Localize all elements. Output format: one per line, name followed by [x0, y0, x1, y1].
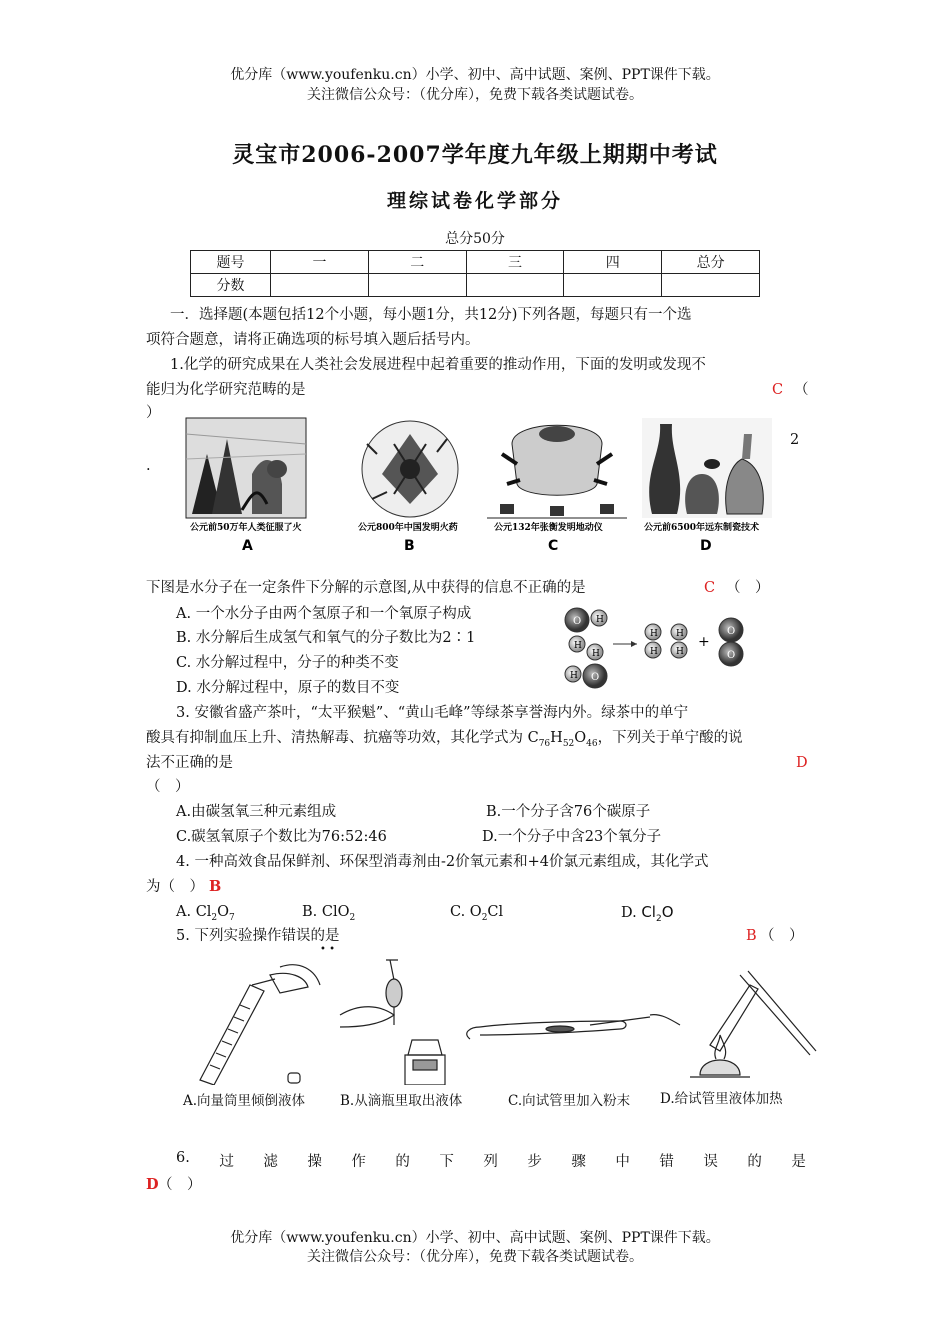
score-table-score-row: [191, 274, 760, 297]
water-molecule-2: [565, 644, 607, 688]
q6-char: 骤: [571, 1154, 586, 1170]
q6-char: 步: [527, 1154, 542, 1170]
hydrogen-molecules: [645, 624, 687, 658]
q3-option-b: B.一个分子含76个碳原子: [486, 804, 651, 820]
atom-label-h: H: [676, 629, 684, 639]
q2-stem: 下图是水分子在一定条件下分解的示意图,从中获得的信息不正确的是: [146, 580, 586, 596]
q1-label-b: B: [404, 538, 415, 554]
atom-label-h: H: [596, 615, 604, 625]
q4-option-b: [302, 902, 355, 928]
atom-label-h: H: [676, 647, 684, 657]
porcelain-illustration: [642, 418, 772, 518]
atom-label-o: O: [591, 672, 600, 683]
q1-label-c: C: [548, 538, 559, 554]
q6-char: 中: [615, 1154, 630, 1170]
water-decomposition-diagram: [555, 598, 775, 698]
heating-test-tube-illustration: [690, 971, 816, 1077]
q1-caption-c: 公元132年张衡发明地动仪: [494, 523, 603, 533]
q3-line2-b: ，下列关于单宁酸的说: [597, 730, 743, 746]
q1-paren-close: ）: [146, 405, 161, 421]
q5-caption-d: D.给试管里液体加热: [660, 1091, 783, 1107]
page-title: 灵宝市2006-2007学年度九年级上期期中考试: [232, 142, 718, 168]
reaction-arrow: [613, 641, 637, 647]
q4-sub: 7: [229, 912, 235, 923]
q6-char: 操: [307, 1154, 322, 1170]
header-line-2: 关注微信公众号：（优分库），免费下载各类试题试卷。: [307, 87, 643, 103]
q1-image-strip: [182, 414, 782, 554]
q5-stem: 5. 下列实验操作错误的是: [176, 928, 340, 944]
q4-line1: 4. 一种高效食品保鲜剂、环保型消毒剂由-2价氧元素和+4价氯元素组成，其化学式: [176, 854, 709, 870]
graduated-cylinder-illustration: [200, 965, 320, 1085]
q3-paren: （ ）: [146, 779, 190, 795]
q6-stem: [176, 1150, 806, 1171]
q1-side-num: 2: [790, 432, 800, 448]
q6-paren: （ ）: [158, 1177, 202, 1193]
q6-char: 6.: [176, 1150, 190, 1166]
q2-option-d: D. 水分解过程中，原子的数目不变: [176, 680, 400, 696]
q6-char: 的: [747, 1154, 762, 1170]
q2-answer: C: [704, 580, 716, 596]
q3-formula-el: H: [550, 730, 563, 746]
q4-option-d: [621, 902, 674, 929]
q6-char: 过: [219, 1154, 234, 1170]
q4-option-d-el: Cl: [641, 903, 656, 921]
q3-line2: [146, 728, 743, 754]
score-table-header-row: [191, 251, 760, 274]
atom-label-h: H: [574, 641, 582, 651]
q6-char: 的: [395, 1154, 410, 1170]
q6-char: 作: [351, 1154, 366, 1170]
score-cell: 题号: [191, 251, 271, 274]
q3-line2-a: 酸具有抑制血压上升、清热解毒、抗癌等功效，其化学式为 C: [146, 730, 539, 746]
q3-line3: 法不正确的是: [146, 755, 233, 771]
q1-answer: C: [772, 382, 784, 398]
q1-side-dot: .: [146, 458, 151, 474]
q5-caption-a: A.向量筒里倾倒液体: [183, 1093, 306, 1109]
q4-answer: B: [209, 878, 222, 895]
score-input-cell[interactable]: [662, 274, 760, 297]
water-molecule-1: [565, 608, 607, 652]
q4-line2: 为（ ）: [146, 879, 204, 895]
q4-sub: 2: [655, 913, 662, 924]
q3-formula-el: O: [574, 730, 587, 746]
q3-option-d: D.一个分子中含23个氧分子: [482, 829, 662, 845]
atom-label-o: O: [727, 650, 736, 661]
q4-sub: 2: [211, 912, 218, 923]
q3-answer: D: [796, 755, 808, 771]
atom-label-o: O: [727, 626, 736, 637]
q5-caption-b: B.从滴瓶里取出液体: [340, 1093, 463, 1109]
page-subtitle: 理综试卷化学部分: [386, 190, 563, 212]
q4-option-d-el: O: [661, 903, 674, 921]
q5-paren: （ ）: [760, 928, 804, 944]
q1-line2: 能归为化学研究范畴的是: [146, 382, 306, 398]
seismograph-illustration: [487, 425, 627, 518]
q1-label-a: A: [242, 538, 253, 554]
q3-option-a: A.由碳氢氧三种元素组成: [176, 804, 337, 820]
q4-option-c: [450, 902, 503, 928]
q4-option-b-text: B. ClO: [302, 904, 350, 920]
atom-label-h: H: [570, 671, 578, 681]
q5-caption-c: C.向试管里加入粉末: [508, 1093, 631, 1109]
q4-option-a: [176, 902, 235, 928]
total-score: 总分50分: [445, 231, 505, 247]
q2-option-c: C. 水分解过程中，分子的种类不变: [176, 655, 399, 671]
footer-line-2: 关注微信公众号：（优分库），免费下载各类试题试卷。: [307, 1249, 643, 1265]
q1-line1: 1.化学的研究成果在人类社会发展进程中起着重要的推动作用，下面的发明或发现不: [170, 357, 706, 373]
plus-sign: +: [698, 634, 710, 650]
header-line-1: 优分库（www.youfenku.cn）小学、初中、高中试题、案例、PPT课件下载。: [230, 67, 720, 83]
q6-answer: D: [146, 1176, 159, 1193]
emphasis-dots: • •: [320, 944, 335, 955]
atom-label-h: H: [650, 647, 658, 657]
score-cell: 四: [564, 251, 662, 274]
q3-line1: 3. 安徽省盛产茶叶，“太平猴魁”、“黄山毛峰”等绿茶享誉海内外。绿茶中的单宁: [176, 705, 689, 721]
score-cell: 二: [368, 251, 466, 274]
section1-line1: 一．选择题(本题包括12个小题，每小题1分，共12分)下列各题，每题只有一个选: [170, 307, 692, 323]
fire-illustration: [186, 418, 306, 518]
atom-label-o: O: [573, 616, 582, 627]
dropper-bottle-illustration: [340, 960, 445, 1085]
q2-option-a: A. 一个水分子由两个氢原子和一个氧原子构成: [176, 606, 472, 622]
q4-option-c-el: Cl: [487, 904, 504, 920]
q1-caption-b: 公元800年中国发明火药: [358, 523, 458, 533]
q5-answer: B: [746, 928, 757, 944]
score-cell: 一: [271, 251, 369, 274]
q4-option-a-el: O: [217, 904, 230, 920]
q4-option-a-text: A. Cl: [176, 904, 212, 920]
q4-sub: 2: [481, 912, 488, 923]
score-cell: 三: [466, 251, 564, 274]
atom-label-h: H: [650, 629, 658, 639]
q4-option-c-text: C. O: [450, 904, 482, 920]
score-input-cell[interactable]: [271, 274, 369, 297]
q4-sub: 2: [349, 912, 356, 923]
q1-paren-open: （: [794, 382, 809, 398]
atom-label-h: H: [592, 649, 600, 659]
footer-line-1: 优分库（www.youfenku.cn）小学、初中、高中试题、案例、PPT课件下载。: [230, 1230, 720, 1246]
section1-line2: 项符合题意，请将正确选项的标号填入题后括号内。: [146, 332, 480, 348]
q2-paren: （ ）: [726, 580, 770, 596]
q2-option-b: B. 水分解后生成氢气和氧气的分子数比为2∶1: [176, 630, 476, 646]
gunpowder-illustration: [362, 421, 458, 517]
q6-char: 是: [791, 1154, 806, 1170]
q5-lab-illustrations: [180, 955, 820, 1085]
q1-caption-d: 公元前6500年远东制瓷技术: [644, 523, 760, 533]
test-tube-powder-illustration: [467, 1015, 680, 1039]
q3-formula-sub: 46: [586, 738, 598, 749]
score-input-cell[interactable]: [564, 274, 662, 297]
q3-formula-sub: 76: [538, 738, 551, 749]
q3-option-c: C.碳氢氧原子个数比为76:52:46: [176, 829, 387, 845]
score-input-cell[interactable]: [466, 274, 564, 297]
q4-option-d-text: D.: [621, 905, 642, 921]
q1-caption-a: 公元前50万年人类征服了火: [190, 523, 302, 533]
q6-char: 误: [703, 1154, 718, 1170]
q1-label-d: D: [700, 538, 712, 554]
q3-formula-sub: 52: [562, 738, 575, 749]
q6-char: 列: [483, 1154, 498, 1170]
score-cell: 总分: [662, 251, 760, 274]
q6-char: 滤: [263, 1154, 278, 1170]
score-table: [190, 250, 760, 297]
q6-char: 错: [659, 1154, 674, 1170]
score-input-cell[interactable]: [368, 274, 466, 297]
oxygen-molecule: [719, 618, 743, 666]
score-cell: 分数: [191, 274, 271, 297]
q6-char: 下: [439, 1154, 454, 1170]
